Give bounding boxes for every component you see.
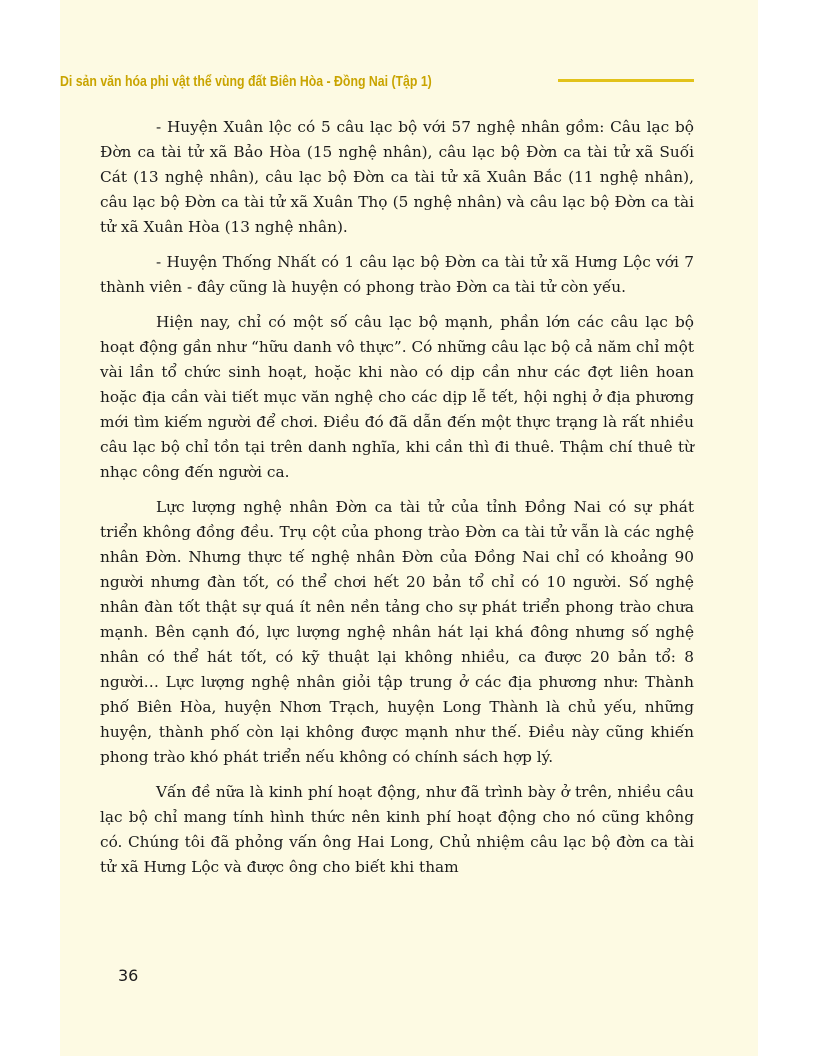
paragraph: Vấn đề nữa là kinh phí hoạt động, như đã trình bày ở trên, nhiều câu lạc bộ chỉ mang tính hình thức nên kinh phí hoạt động cho nó cũng không có. Chúng tôi đã phỏng vấn ông Hai Long, Chủ nhiệm câu lạc bộ đờn ca tài tử xã Hưng Lộc và được ông cho biết khi tham bbox=[100, 783, 694, 876]
page-number: 36 bbox=[118, 966, 139, 985]
paragraph: Hiện nay, chỉ có một số câu lạc bộ mạnh, phần lớn các câu lạc bộ hoạt động gần như “hữu danh vô thực”. Có những câu lạc bộ cả năm chỉ một vài lần tổ chức sinh hoạt, hoặc khi nào có dịp cần như các đợt liên hoan hoặc địa cần vài tiết mục văn nghệ cho các dịp lễ tết, hội nghị ở địa phương mới tìm kiếm người để chơi. Điều đó đã dẫn đến một thực trạng là rất nhiều câu lạc bộ chỉ tồn tại trên danh nghĩa, khi cần thì đi thuê. Thậm chí thuê từ nhạc công đến người ca. bbox=[100, 313, 694, 481]
body-text bbox=[100, 115, 694, 890]
paragraph: Lực lượng nghệ nhân Đờn ca tài tử của tỉnh Đồng Nai có sự phát triển không đồng đều. Trụ cột của phong trào Đờn ca tài tử vẫn là các nghệ nhân Đờn. Nhưng thực tế nghệ nhân Đờn của Đồng Nai chỉ có khoảng 90 người nhưng đàn tốt, có thể chơi hết 20 bản tổ chỉ có 10 người. Số nghệ nhân đàn tốt thật sự quá ít nên nền tảng cho sự phát triển phong trào chưa mạnh. Bên cạnh đó, lực lượng nghệ nhân hát lại khá đông nhưng số nghệ nhân có thể hát tốt, có kỹ thuật lại không nhiều, ca được 20 bản tổ: 8 người… Lực lượng nghệ nhân giỏi tập trung ở các địa phương như: Thành phố Biên Hòa, huyện Nhơn Trạch, huyện Long Thành là chủ yếu, những huyện, thành phố còn lại không được mạnh như thế. Điều này cũng khiến phong trào khó phát triển nếu không có chính sách hợp lý. bbox=[100, 498, 694, 766]
header-rule bbox=[558, 79, 694, 82]
paragraph: - Huyện Xuân lộc có 5 câu lạc bộ với 57 nghệ nhân gồm: Câu lạc bộ Đờn ca tài tử xã Bảo Hòa (15 nghệ nhân), câu lạc bộ Đờn ca tài tử xã Suối Cát (13 nghệ nhân), câu lạc bộ Đờn ca tài tử xã Xuân Bắc (11 nghệ nhân), câu lạc bộ Đờn ca tài tử xã Xuân Thọ (5 nghệ nhân) và câu lạc bộ Đờn ca tài tử xã Xuân Hòa (13 nghệ nhân). bbox=[100, 118, 694, 236]
running-header-title: Di sản văn hóa phi vật thể vùng đất Biên Hòa - Đồng Nai (Tập 1) bbox=[60, 72, 432, 90]
running-header bbox=[60, 68, 700, 94]
paragraph: - Huyện Thống Nhất có 1 câu lạc bộ Đờn ca tài tử xã Hưng Lộc với 7 thành viên - đây cũng là huyện có phong trào Đờn ca tài tử còn yếu. bbox=[100, 253, 694, 296]
